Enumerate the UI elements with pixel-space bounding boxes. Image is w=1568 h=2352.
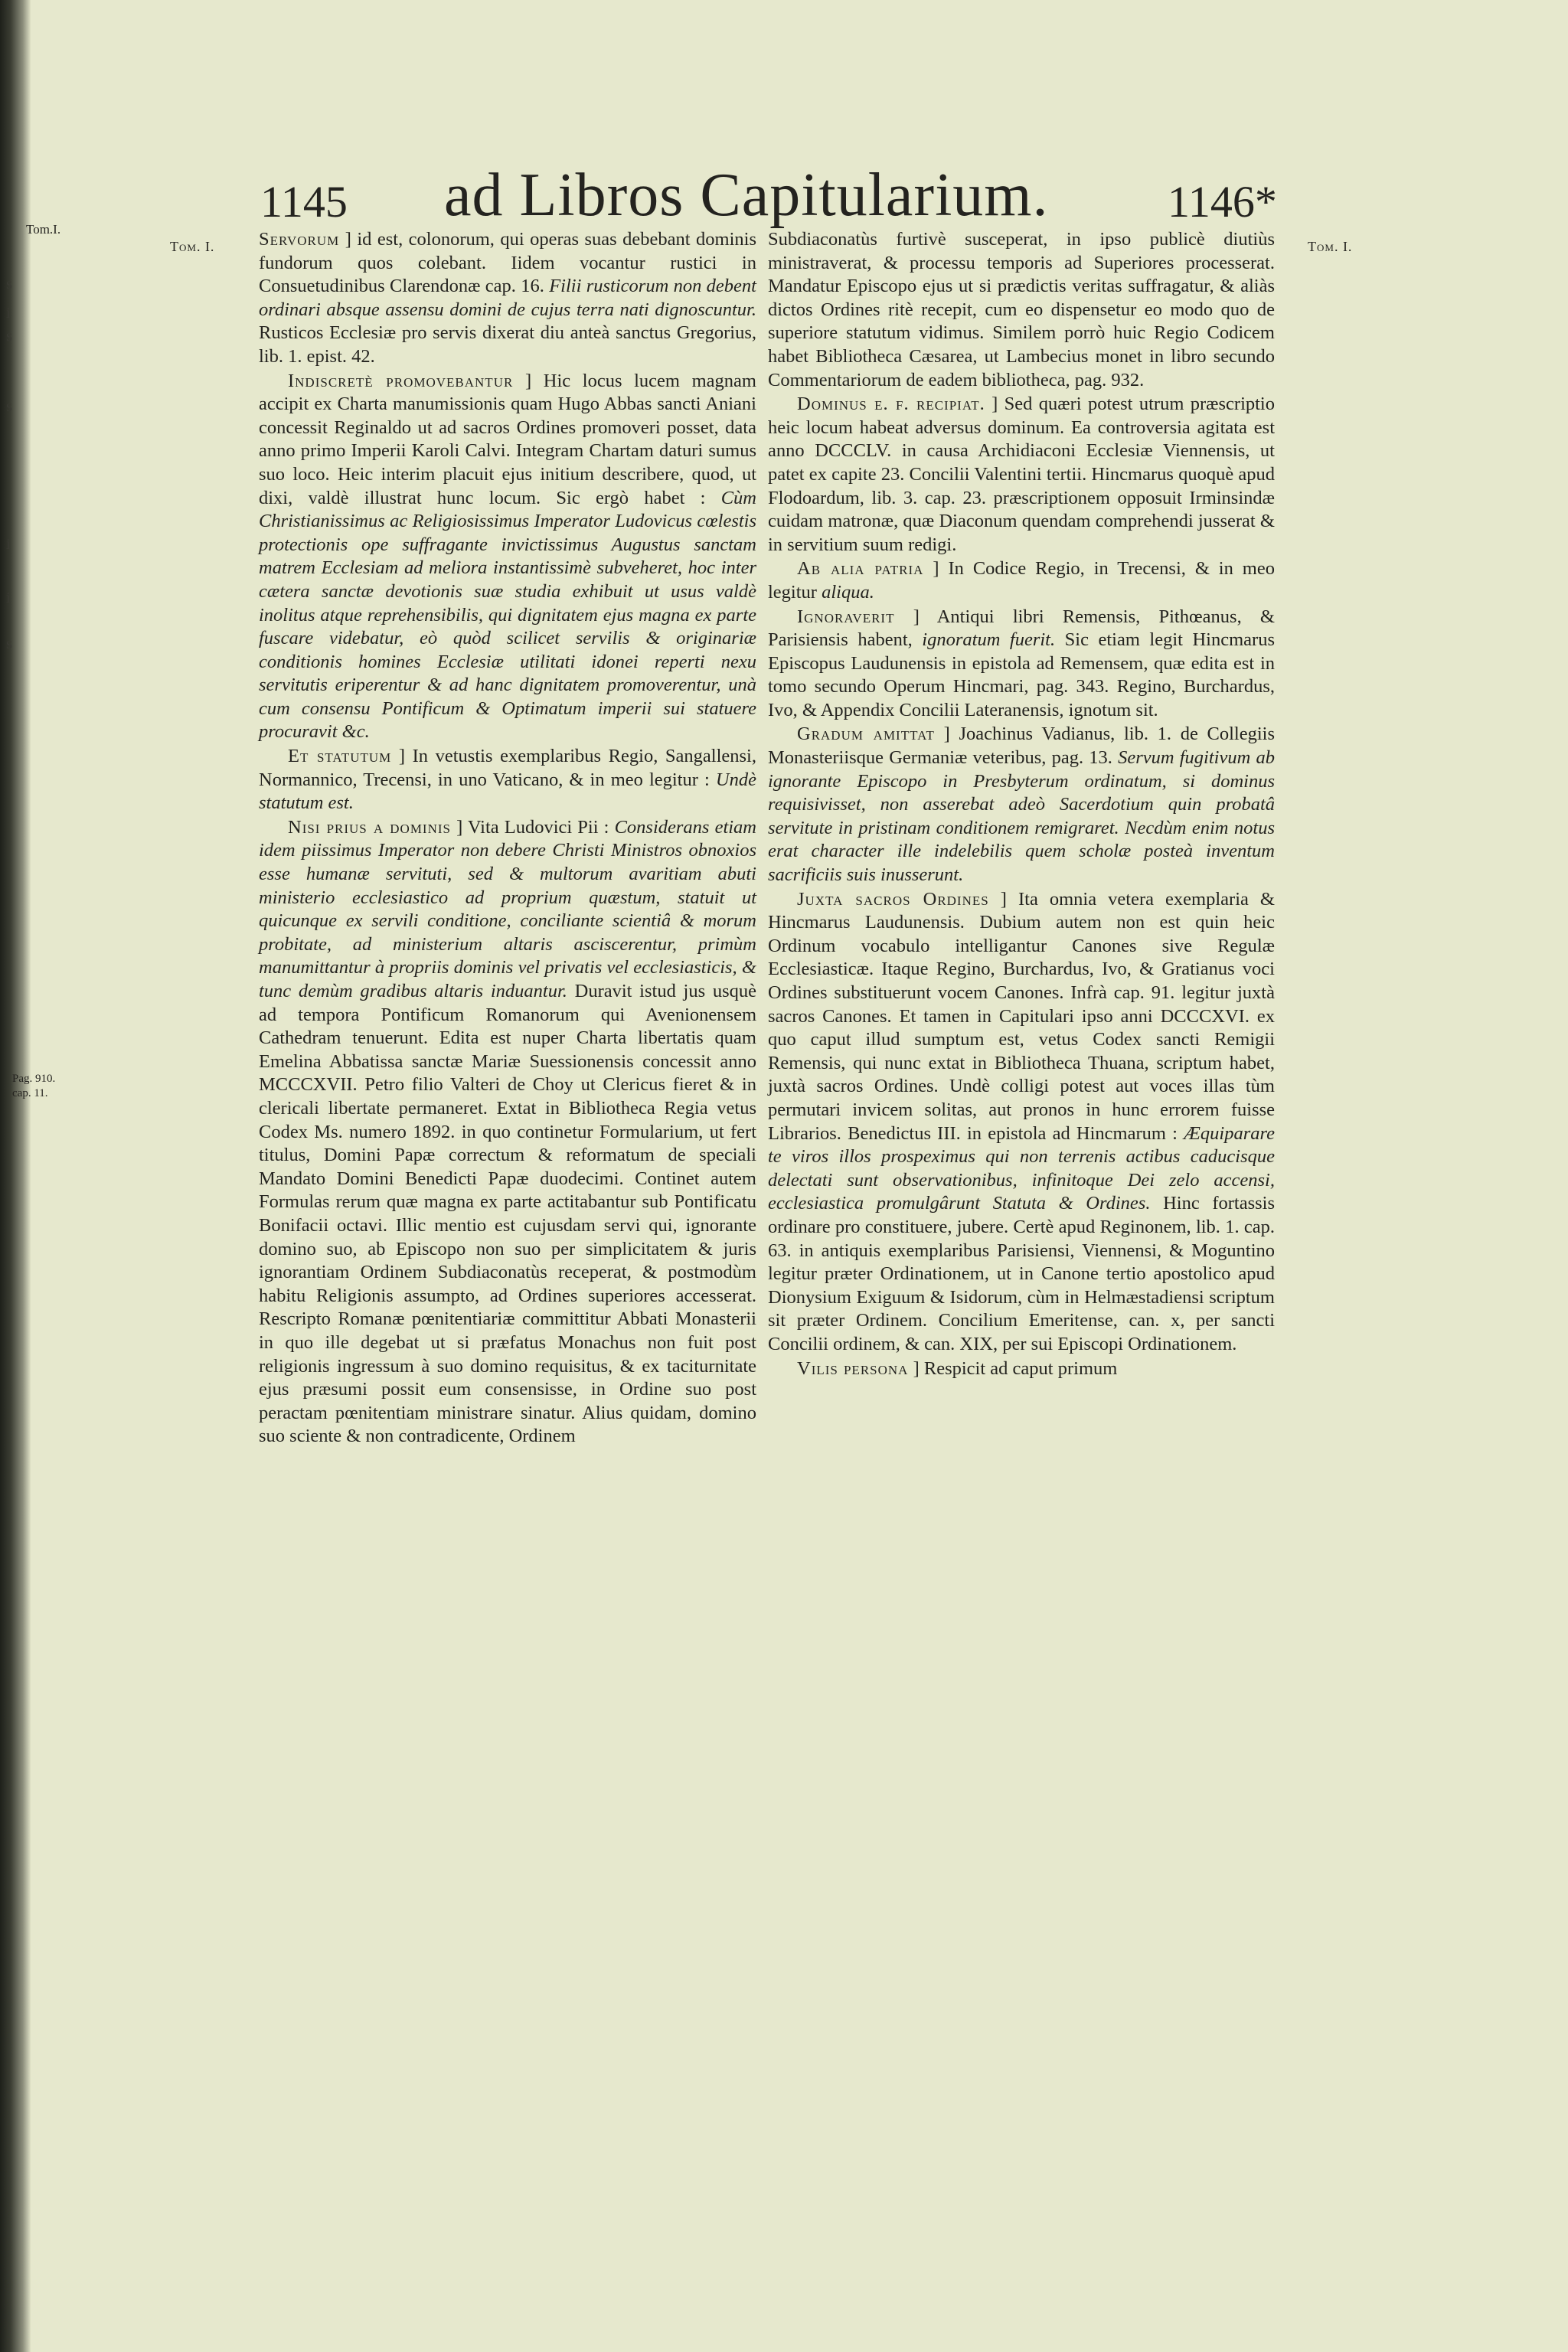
note-paragraph: Nisi prius a dominis ] Vita Ludovici Pii : Considerans etiam idem piissimus Imperator non debere Christi Ministros obnoxios esse humanæ servituti, sed & multorum avaritiam abuti ministerio ecclesiastico ad proprium quæstum, statuit ut quicunque ex servili conditione, conciliante scientiâ & morum probitate, ad ministerium altaris asciscerentur, primùm manumittantur à propriis dominis vel privatis vel ecclesiasticis, & tunc demùm gradibus altaris induantur. Duravit istud jus usquè ad tempora Pontificum Romanorum qui Avenionensem Cathedram tenuerunt. Edita est nuper Charta libertatis quam Emelina Abbatissa sanctæ Mariæ Suessionensis concessit anno MCCCXVII. Petro filio Valteri de Choy ut Clericus fieret & in clericali libertate permaneret. Extat in Bibliotheca Regia vetus Codex Ms. numero 1892. in quo continetur Formularium, ut fert titulus, Domini Papæ correctum & reformatum de speciali Mandato Domini Benedicti Papæ duodecimi. Continet autem Formulas rerum quæ magna ex parte actitabantur sub Pontificatu Bonifacii octavi. Illic mentio est cujusdam servi qui, ignorante domino suo, ab Episcopo non suo per simplicitatem & juris ignorantiam Ordinem Subdiaconatùs receperat, & postmodùm habitu Religionis assumpto, ad Ordines superiores accesserat. Rescripto Romanæ pœnitentiariæ committitur Abbati Monasterii in quo ille degebat ut si præfatus Monachus non fuit post religionis ingressum à suo domino requisitus, & ex taciturnitate ejus præsumi possit eum consensisse, in Ordine suo post peractam pœnitentiam ministrare sinatur. Alius quidam, domino suo sciente & non contradicente, Ordinem bbox=[259, 816, 756, 1447]
lemma: Ignoraverit bbox=[797, 606, 895, 627]
note-paragraph: Subdiaconatùs furtivè susceperat, in ipso publicè diutiùs ministraverat, & processu temporis ad Superiores processerat. Mandatur Episcopo ejus ut si prædictis veritas suffragatur, & aliàs dictos Ordines ritè recepit, cum eo dispensetur eo modo quo de superiore statutum vidimus. Similem porrò huic Regio Codicem habet Bibliotheca Cæsarea, ut Lambecius monet in libro secundo Commentariorum de eadem bibliotheca, pag. 932. bbox=[768, 229, 1275, 390]
previous-page-margin bbox=[0, 0, 60, 2352]
prev-margin-fragment: i bbox=[6, 590, 11, 606]
quotation: Considerans etiam idem piissimus Imperator non debere Christi Ministros obnoxios esse humanæ servituti, sed & multorum avaritiam abuti ministerio ecclesiastico ad proprium quæstum, statuit ut quicunque ex servili conditione, conciliante scientiâ & morum probitate, ad ministerium altaris asciscerentur, primùm manumittantur à propriis dominis vel privatis vel ecclesiasticis, & tunc demùm gradibus altaris induantur. bbox=[259, 816, 756, 1001]
prev-margin-fragment: s bbox=[6, 276, 12, 292]
quotation: aliqua. bbox=[822, 581, 874, 603]
left-column bbox=[259, 228, 756, 1449]
note-paragraph: Gradum amittat ] Joachinus Vadianus, lib. 1. de Collegiis Monasteriisque Germaniæ veteribus, pag. 13. Servum fugitivum ab ignorante Episcopo in Presbyterum ordinatum, si dominus requisivisset, non asserebat adeò Sacerdotium quin probatâ servitute in pristinam conditionem remigraret. Necdùm enim notus erat character ille indelebilis quem scholæ posteà inventum sacrificiis suis inusserunt. bbox=[768, 724, 1275, 886]
note-paragraph: Et statutum ] In vetustis exemplaribus Regio, Sangallensi, Normannico, Trecensi, in uno Vaticano, & in meo legitur : Undè statutum est. bbox=[259, 746, 756, 814]
note-paragraph: Dominus e. f. recipiat. ] Sed quæri potest utrum præscriptio heic locum habeat adversus dominum. Ea controversia agitata est anno DCCCLV. in causa Archidiaconi Ecclesiæ Viennensis, ut patet ex capite 23. Concilii Valentini tertii. Hincmarus quoquè apud Flodoardum, lib. 3. cap. 23. præscriptionem opposuit Irminsindæ cuidam matronæ, quæ Diaconum quendam comprehendi jusserat & in servitium suum redigi. bbox=[768, 394, 1275, 555]
note-paragraph: Ignoraverit ] Antiqui libri Remensis, Pithœanus, & Parisiensis habent, ignoratum fuerit. Sic etiam legit Hincmarus Episcopus Laudunensis in epistola ad Remensem, quæ edita est in tomo secundo Operum Hincmari, pag. 343. Regino, Burchardus, Ivo, & Appendix Concilii Lateranensis, ignotum sit. bbox=[768, 606, 1275, 720]
note-paragraph: Juxta sacros Ordines ] Ita omnia vetera exemplaria & Hincmarus Laudunensis. Dubium autem non est quin heic Ordinum vocabulo intelligantur Canones sive Regulæ Ecclesiasticæ. Itaque Regino, Burchardus, Ivo, & Gratianus voci Ordines substituerunt vocem Canones. Infrà cap. 91. legitur juxtà sacros Canones. Et tamen in Capitulari ipso anni DCCCXVI. ex quo caput illud sumptum est, vetus Codex sancti Remigii Remensis, qui nunc extat in Bibliotheca Thuana, scriptum habet, juxtà sacros Ordines. Undè colligi potest aut voces illas tùm permutari invicem solitas, aut pronos in hunc errorem fuisse Librarios. Benedictus III. in epistola ad Hincmarum : Æquiparare te viros illos prospeximus qui non terrenis actibus caducisque delectati sunt observationibus, infinitoque Dei zelo accensi, ecclesiastica promulgârunt Statuta & Ordines. Hinc fortassis ordinare pro constituere, jubere. Certè apud Reginonem, lib. 1. cap. 63. in antiquis exemplaribus Parisiensi, Viennensi, & Moguntino legitur præter Ordinationem, ut in Canone tertio apostolico apud Dionysium Exiguum & Isidorum, cùm in Helmæstadiensi scriptum sit præter Ordinem. Concilium Emeritense, can. x, per sancti Concilii ordinem, & can. XIX, per sui Episcopi Ordinationem. bbox=[768, 888, 1275, 1354]
quotation: Servum fugitivum ab ignorante Episcopo in Presbyterum ordinatum, si dominus requisivisset, non asserebat adeò Sacerdotium quin probatâ servitute in pristinam conditionem remigraret. Necdùm enim notus erat character ille indelebilis quem scholæ posteà inventum sacrificiis suis inusserunt. bbox=[768, 747, 1275, 886]
lemma: Servorum bbox=[259, 229, 340, 250]
note-paragraph: Indiscretè promovebantur ] Hic locus lucem magnam accipit ex Charta manumissionis quam Hugo Abbas sancti Aniani concessit Reginaldo ut ad sacros Ordines promoveri posset, data anno primo Imperii Karoli Calvi. Integram Chartam daturi sumus suo loco. Heic interim placuit ejus initium describere, quod, ut dixi, valdè illustrat hunc locum. Sic ergò habet : Cùm Christianissimus ac Religiosissimus Imperator Ludovicus cœlestis protectionis ope suffragante invictissimus Augustus sanctam matrem Ecclesiam ad meliora instantissimè subveheret, hoc inter cætera sanctæ devotionis suæ studia exhibuit ut usus valdè inolitus atque reprehensibilis, qui dignitatem ejus magna ex parte fuscare videbatur, eò quòd scilicet servilis & originariæ conditionis homines Ecclesiæ utilitati idonei reperti nexu servitutis eriperentur & ad hanc dignitatem promoverentur, unà cum consensu Pontificum & Optimatum imperii sui statuere procuravit &c. bbox=[259, 370, 756, 743]
prev-margin-fragment: s bbox=[6, 635, 12, 652]
quotation: Æquiparare te viros illos prospeximus qui non terrenis actibus caducisque delectati sunt observationibus, infinitoque Dei zelo accensi, ecclesiastica promulgârunt Statuta & Ordines. bbox=[768, 1122, 1275, 1214]
margin-tom-right: Tom. I. bbox=[1308, 239, 1353, 254]
lemma: Et statutum bbox=[288, 746, 392, 767]
quotation: Cùm Christianissimus ac Religiosissimus Imperator Ludovicus cœlestis protectionis ope suffragante invictissimus Augustus sanctam matrem Ecclesiam ad meliora instantissimè subveheret, hoc inter cætera sanctæ devotionis suæ studia exhibuit ut usus valdè inolitus atque reprehensibilis, qui dignitatem ejus magna ex parte fuscare videbatur, eò quòd scilicet servilis & originariæ conditionis homines Ecclesiæ utilitati idonei reperti nexu servitutis eriperentur & ad hanc dignitatem promoverentur, unà cum consensu Pontificum & Optimatum imperii sui statuere procuravit &c. bbox=[259, 487, 756, 743]
quotation: Undè statutum est. bbox=[259, 769, 756, 814]
page-number-right: 1146* bbox=[1168, 177, 1277, 227]
lemma: Gradum amittat bbox=[797, 724, 935, 745]
lemma: Juxta sacros Ordines bbox=[797, 888, 989, 910]
prev-margin-fragment: s bbox=[6, 398, 12, 415]
note-paragraph: Vilis persona ] Respicit ad caput primum bbox=[797, 1357, 1118, 1379]
lemma: Indiscretè promovebantur bbox=[288, 370, 514, 391]
note-paragraph: Servorum ] id est, colonorum, qui operas suas debebant dominis fundorum quos colebant. Iidem vocantur rustici in Consuetudinibus Clarendonæ cap. 16. Filii rusticorum non debent ordinari absque assensu domini de cujus terra nati dignoscuntur. Rusticos Ecclesiæ pro servis dixerat diu anteà sanctus Gregorius, lib. 1. epist. 42. bbox=[259, 229, 756, 367]
note-paragraph: Ab alia patria ] In Codice Regio, in Trecensi, & in meo legitur aliqua. bbox=[768, 558, 1275, 603]
page-title: ad Libros Capitularium. bbox=[444, 162, 1049, 229]
prev-margin-page-citation: Pag. 910. cap. 11. bbox=[12, 1073, 56, 1099]
prev-margin-fragment: i bbox=[6, 536, 11, 553]
prev-margin-fragment: s bbox=[6, 328, 12, 345]
lemma: Nisi prius a dominis bbox=[288, 816, 451, 838]
quotation: Filii rusticorum non debent ordinari absque assensu domini de cujus terra nati dignoscuntur. bbox=[259, 276, 756, 320]
page-number-left: 1145 bbox=[260, 177, 348, 227]
prev-margin-fragment: i bbox=[6, 305, 11, 322]
quotation: ignoratum fuerit. bbox=[922, 629, 1056, 651]
lemma: Vilis persona bbox=[797, 1357, 909, 1379]
right-column bbox=[768, 228, 1275, 1381]
lemma: Ab alia patria bbox=[797, 558, 924, 580]
margin-tom-left: Tom. I. bbox=[170, 239, 215, 254]
lemma: Dominus e. f. recipiat. bbox=[797, 394, 985, 415]
prev-margin-tom: Tom.I. bbox=[26, 222, 61, 237]
